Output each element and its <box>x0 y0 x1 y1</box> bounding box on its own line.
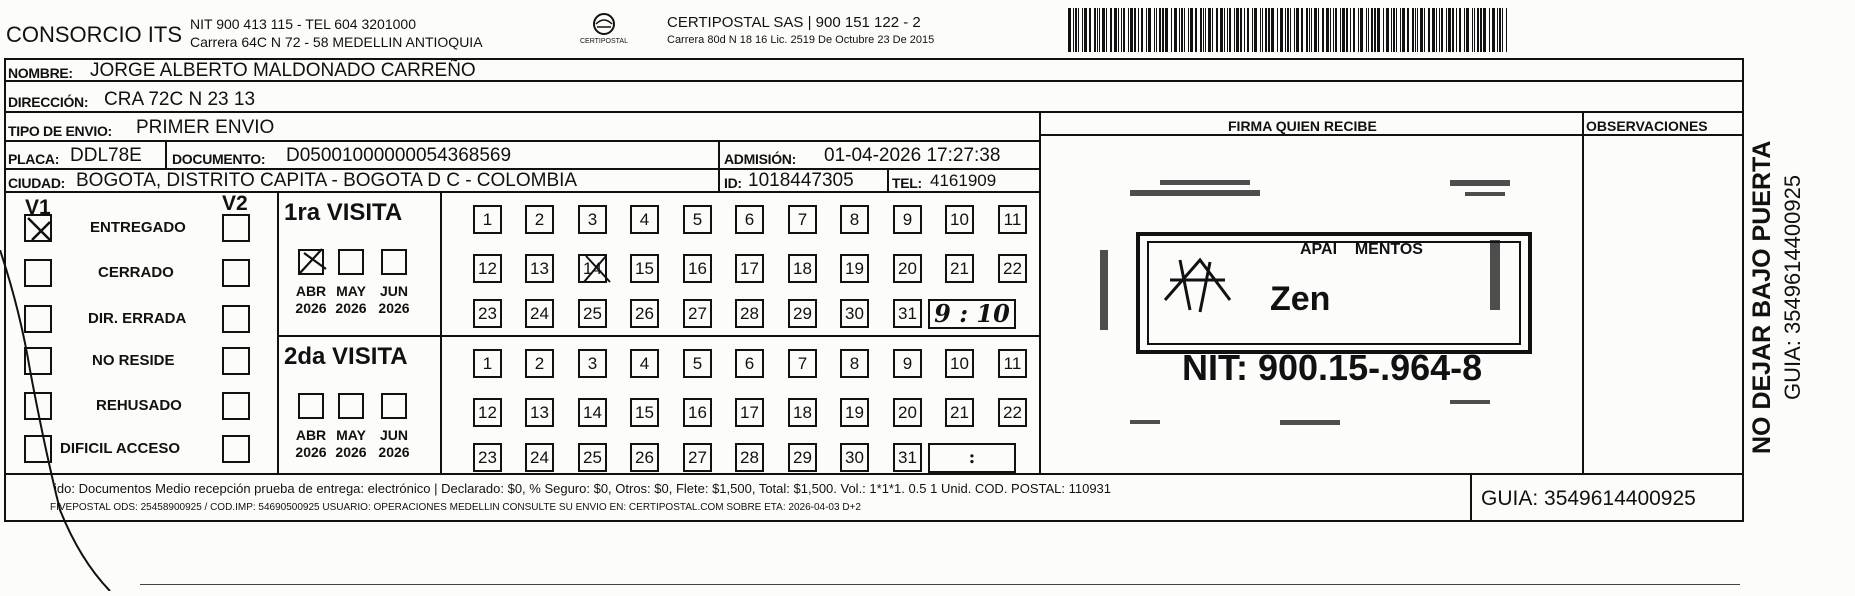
day-box[interactable]: 5 <box>683 205 712 234</box>
barcode-bar <box>1326 8 1329 52</box>
id-label: ID: <box>724 175 742 191</box>
barcode-bar <box>1502 8 1503 52</box>
v2-checkbox[interactable] <box>222 392 250 420</box>
day-box[interactable]: 27 <box>683 443 712 472</box>
barcode-bar <box>1205 8 1206 52</box>
month-label: MAY 2026 <box>335 427 367 460</box>
barcode-bar <box>1262 8 1263 52</box>
v2-checkbox[interactable] <box>222 347 250 375</box>
barcode-bar <box>1212 8 1213 52</box>
barcode-bar <box>1097 8 1098 52</box>
time-box[interactable] <box>928 443 1016 473</box>
barcode-bar <box>1195 8 1197 52</box>
barcode-bar <box>1216 8 1218 52</box>
ciudad-value: BOGOTA, DISTRITO CAPITA - BOGOTA D C - COLOMBIA <box>76 170 578 191</box>
day-box[interactable]: 16 <box>683 254 712 283</box>
day-box[interactable]: 24 <box>525 443 554 472</box>
barcode-bar <box>1285 8 1286 52</box>
barcode-bar <box>1165 8 1168 52</box>
barcode-bar <box>1110 8 1112 52</box>
barcode-bar <box>1234 8 1235 52</box>
barcode-bar <box>1371 8 1373 52</box>
barcode-bar <box>1417 8 1418 52</box>
direccion-value: CRA 72C N 23 13 <box>104 89 256 110</box>
placa-label: PLACA: <box>8 151 60 167</box>
barcode-bar <box>1330 8 1331 52</box>
barcode-bar <box>1499 8 1501 52</box>
day-box[interactable]: 29 <box>788 299 817 328</box>
barcode-bar <box>1123 8 1125 52</box>
barcode-bar <box>1099 8 1100 52</box>
barcode-bar <box>1287 8 1289 52</box>
barcode-bar <box>1252 8 1253 52</box>
month-checkbox[interactable] <box>381 249 407 275</box>
tel-label: TEL: <box>892 175 922 191</box>
day-box[interactable]: 15 <box>630 254 659 283</box>
barcode-bar <box>1318 8 1319 52</box>
v2-checkbox[interactable] <box>222 305 250 333</box>
barcode-bar <box>1162 8 1164 52</box>
barcode-bar <box>1296 8 1299 52</box>
day-box[interactable]: 15 <box>630 398 659 427</box>
day-box[interactable]: 19 <box>840 254 869 283</box>
day-box[interactable]: 3 <box>578 205 607 234</box>
month-checkbox[interactable] <box>298 249 324 275</box>
barcode-bar <box>1240 8 1242 52</box>
barcode-bar <box>1220 8 1223 52</box>
day-box[interactable]: 26 <box>630 443 659 472</box>
barcode-bar <box>1393 8 1395 52</box>
barcode-bar <box>1483 8 1486 52</box>
observaciones-column-header: OBSERVACIONES <box>1586 118 1708 134</box>
barcode-bar <box>1446 8 1447 52</box>
barcode-bar <box>1358 8 1359 52</box>
day-box[interactable]: 17 <box>735 398 764 427</box>
day-box[interactable]: 22 <box>998 398 1027 427</box>
barcode-bar <box>1224 8 1225 52</box>
barcode-bar <box>1130 8 1133 52</box>
v2-checkbox[interactable] <box>222 435 250 463</box>
footer-guia: GUIA: 3549614400925 <box>1481 487 1696 510</box>
barcode-bar <box>1190 8 1193 52</box>
day-box[interactable]: 26 <box>630 299 659 328</box>
day-box[interactable]: 9 <box>893 205 922 234</box>
barcode-bar <box>1360 8 1363 52</box>
barcode <box>1068 8 1508 52</box>
day-box[interactable]: 3 <box>578 349 607 378</box>
visit-title: 1ra VISITA <box>284 199 403 226</box>
day-box[interactable]: 23 <box>473 443 502 472</box>
day-box[interactable]: 27 <box>683 299 712 328</box>
tipo-envio-value: PRIMER ENVIO <box>136 117 275 138</box>
barcode-bar <box>1179 8 1180 52</box>
barcode-bar <box>1146 8 1147 52</box>
barcode-bar <box>1436 8 1437 52</box>
barcode-bar <box>1506 8 1507 52</box>
day-box[interactable]: 31 <box>893 443 922 472</box>
v2-checkbox[interactable] <box>222 214 250 242</box>
barcode-bar <box>1247 8 1249 52</box>
v1-label: V1 <box>25 196 51 219</box>
barcode-bar <box>1181 8 1183 52</box>
barcode-bar <box>1208 8 1211 52</box>
month-checkbox[interactable] <box>381 393 407 419</box>
firma-column-header: FIRMA QUIEN RECIBE <box>1228 118 1377 134</box>
barcode-bar <box>1268 8 1270 52</box>
barcode-bar <box>1439 8 1440 52</box>
logo-text: CERTIPOSTAL <box>580 38 628 45</box>
barcode-bar <box>1138 8 1139 52</box>
barcode-bar <box>1350 8 1351 52</box>
barcode-bar <box>1244 8 1245 52</box>
barcode-bar <box>1353 8 1355 52</box>
day-box[interactable]: 13 <box>525 254 554 283</box>
visit-title: 2da VISITA <box>284 343 408 370</box>
day-box[interactable]: 28 <box>735 299 764 328</box>
barcode-bar <box>1174 8 1177 52</box>
barcode-bar <box>1472 8 1473 52</box>
documento-value: D05001000000054368569 <box>286 145 512 166</box>
barcode-bar <box>1402 8 1405 52</box>
barcode-bar <box>1301 8 1303 52</box>
barcode-bar <box>1154 8 1155 52</box>
signature-stamp <box>1070 150 1580 460</box>
ciudad-label: CIUDAD: <box>8 175 66 191</box>
month-checkbox[interactable] <box>338 393 364 419</box>
carrier-name: CERTIPOSTAL SAS | 900 151 122 - 2 <box>667 14 921 31</box>
barcode-bar <box>1254 8 1257 52</box>
day-box[interactable]: 30 <box>840 443 869 472</box>
barcode-bar <box>1227 8 1228 52</box>
day-box[interactable]: 9 <box>893 349 922 378</box>
barcode-bar <box>1073 8 1074 52</box>
day-box[interactable]: 4 <box>630 349 659 378</box>
barcode-bar <box>1466 8 1469 52</box>
barcode-bar <box>1335 8 1337 52</box>
barcode-bar <box>1141 8 1143 52</box>
barcode-bar <box>1464 8 1465 52</box>
barcode-bar <box>1346 8 1348 52</box>
day-box[interactable]: 25 <box>578 299 607 328</box>
barcode-bar <box>1366 8 1367 52</box>
barcode-bar <box>1415 8 1416 52</box>
barcode-bar <box>1102 8 1105 52</box>
month-label: MAY 2026 <box>335 283 367 316</box>
status-label: REHUSADO <box>96 397 182 414</box>
company-address: Carrera 64C N 72 - 58 MEDELLIN ANTIOQUIA <box>190 34 483 50</box>
barcode-bar <box>1118 8 1119 52</box>
day-box[interactable]: 10 <box>945 205 974 234</box>
barcode-bar <box>1106 8 1107 52</box>
barcode-bar <box>1134 8 1136 52</box>
side-guia: GUIA: 3549614400925 <box>1780 174 1805 400</box>
day-box[interactable]: 25 <box>578 443 607 472</box>
barcode-bar <box>1424 8 1425 52</box>
day-box[interactable]: 19 <box>840 398 869 427</box>
barcode-bar <box>1156 8 1157 52</box>
barcode-bar <box>1374 8 1376 52</box>
barcode-bar <box>1294 8 1295 52</box>
footer-line-1: ido: Documentos Medio recepción prueba de entrega: electrónico | Declarado: $0, % Seguro: $0, Otros: $0, Flete: $1,500, Total: $1,500. Vol.: 1*1*1. 0.5 1 Unid. COD. POSTAL: 110931 <box>54 481 1112 496</box>
barcode-bar <box>1311 8 1312 52</box>
barcode-bar <box>1386 8 1389 52</box>
day-box[interactable]: 24 <box>525 299 554 328</box>
barcode-bar <box>1383 8 1384 52</box>
stamp-nit-text: NIT: 900.15-.964-8 <box>1182 347 1483 388</box>
day-box[interactable]: 10 <box>945 349 974 378</box>
barcode-bar <box>1377 8 1380 52</box>
day-box[interactable]: 5 <box>683 349 712 378</box>
day-box[interactable]: 6 <box>735 205 764 234</box>
barcode-bar <box>1089 8 1091 52</box>
barcode-bar <box>1441 8 1443 52</box>
scan-tear-line <box>0 250 140 591</box>
day-box[interactable]: 17 <box>735 254 764 283</box>
time-value: 9 : 10 <box>934 299 1010 328</box>
barcode-bar <box>1492 8 1495 52</box>
barcode-bar <box>1314 8 1317 52</box>
status-label: DIR. ERRADA <box>88 310 187 327</box>
barcode-bar <box>1277 8 1278 52</box>
barcode-bar <box>1236 8 1239 52</box>
barcode-bar <box>1428 8 1430 52</box>
barcode-bar <box>1407 8 1409 52</box>
day-box[interactable]: 11 <box>998 349 1027 378</box>
barcode-bar <box>1271 8 1274 52</box>
day-box[interactable]: 29 <box>788 443 817 472</box>
barcode-bar <box>1448 8 1451 52</box>
month-checkbox[interactable] <box>338 249 364 275</box>
time-value: : <box>968 447 976 468</box>
day-box[interactable]: 21 <box>945 398 974 427</box>
barcode-bar <box>1497 8 1498 52</box>
day-box[interactable]: 18 <box>788 254 817 283</box>
barcode-bar <box>1340 8 1341 52</box>
month-label: ABR 2026 <box>295 283 327 316</box>
day-box[interactable]: 8 <box>840 205 869 234</box>
barcode-bar <box>1203 8 1204 52</box>
day-box[interactable]: 11 <box>998 205 1027 234</box>
day-box[interactable]: 28 <box>735 443 764 472</box>
day-box[interactable]: 1 <box>473 205 502 234</box>
barcode-bar <box>1148 8 1151 52</box>
barcode-bar <box>1333 8 1334 52</box>
barcode-bar <box>1309 8 1310 52</box>
placa-value: DDL78E <box>70 145 142 166</box>
day-box[interactable]: 8 <box>840 349 869 378</box>
barcode-bar <box>1480 8 1482 52</box>
barcode-bar <box>1280 8 1283 52</box>
day-box[interactable]: 18 <box>788 398 817 427</box>
day-box[interactable]: 22 <box>998 254 1027 283</box>
status-label: ENTREGADO <box>90 219 186 236</box>
barcode-bar <box>1412 8 1414 52</box>
month-label: JUN 2026 <box>378 283 410 316</box>
barcode-bar <box>1078 8 1079 52</box>
id-value: 1018447305 <box>748 170 854 191</box>
barcode-bar <box>1171 8 1172 52</box>
day-box[interactable]: 4 <box>630 205 659 234</box>
status-label: NO RESIDE <box>92 352 175 369</box>
barcode-bar <box>1459 8 1461 52</box>
nombre-value: JORGE ALBERTO MALDONADO CARREÑO <box>90 60 476 81</box>
nombre-label: NOMBRE: <box>8 65 73 81</box>
month-label: ABR 2026 <box>295 427 327 460</box>
barcode-bar <box>1114 8 1117 52</box>
stamp-mid-text: Zen <box>1270 280 1331 318</box>
barcode-bar <box>1260 8 1261 52</box>
day-box[interactable]: 20 <box>893 398 922 427</box>
barcode-bar <box>1188 8 1189 52</box>
barcode-bar <box>1094 8 1096 52</box>
footer-line-2: FIVEPOSTAL ODS: 25458900925 / COD.IMP: 54690500925 USUARIO: OPERACIONES MEDELLIN CONSULTE SU ENVIO EN: CERTIPOSTAL.COM SOBRE ETA: 2026-04-03 D+2 <box>50 502 861 513</box>
day-box[interactable]: 23 <box>473 299 502 328</box>
day-box[interactable]: 31 <box>893 299 922 328</box>
stamp-top-text: APAI MENTOS <box>1300 241 1423 258</box>
direccion-label: DIRECCIÓN: <box>8 94 89 110</box>
barcode-bar <box>1084 8 1087 52</box>
carrier-license: Carrera 80d N 18 16 Lic. 2519 De Octubre 23 De 2015 <box>667 34 935 46</box>
barcode-bar <box>1391 8 1392 52</box>
day-box[interactable]: 7 <box>788 349 817 378</box>
admision-label: ADMISIÓN: <box>724 151 796 167</box>
tipo-envio-label: TIPO DE ENVIO: <box>8 123 112 139</box>
barcode-bar <box>1290 8 1291 52</box>
barcode-bar <box>1396 8 1397 52</box>
barcode-bar <box>1368 8 1369 52</box>
barcode-bar <box>1477 8 1479 52</box>
company-nit: NIT 900 413 115 - TEL 604 3201000 <box>190 16 416 32</box>
time-box[interactable] <box>928 299 1016 329</box>
barcode-bar <box>1184 8 1185 52</box>
day-box[interactable]: 21 <box>945 254 974 283</box>
barcode-bar <box>1452 8 1454 52</box>
barcode-bar <box>1075 8 1077 52</box>
company-name: CONSORCIO ITS <box>6 22 183 47</box>
barcode-bar <box>1432 8 1435 52</box>
barcode-bar <box>1342 8 1345 52</box>
month-checkbox[interactable] <box>298 393 324 419</box>
v1-checkbox[interactable] <box>24 214 52 242</box>
day-box[interactable]: 14 <box>578 398 607 427</box>
status-label: DIFICIL ACCESO <box>60 440 181 457</box>
admision-value: 01-04-2026 17:27:38 <box>824 145 1001 166</box>
day-box[interactable]: 30 <box>840 299 869 328</box>
barcode-bar <box>1121 8 1122 52</box>
barcode-bar <box>1082 8 1083 52</box>
barcode-bar <box>1229 8 1231 52</box>
barcode-bar <box>1200 8 1202 52</box>
day-box[interactable]: 12 <box>473 398 502 427</box>
day-box[interactable]: 16 <box>683 398 712 427</box>
barcode-bar <box>1489 8 1490 52</box>
day-box[interactable]: 14 <box>578 254 607 283</box>
day-box[interactable]: 6 <box>735 349 764 378</box>
barcode-bar <box>1306 8 1308 52</box>
barcode-bar <box>1128 8 1129 52</box>
documento-label: DOCUMENTO: <box>172 151 266 167</box>
barcode-bar <box>1474 8 1475 52</box>
barcode-bar <box>1322 8 1324 52</box>
day-box[interactable]: 20 <box>893 254 922 283</box>
day-box[interactable]: 12 <box>473 254 502 283</box>
month-label: JUN 2026 <box>378 427 410 460</box>
side-warning: NO DEJAR BAJO PUERTA <box>1748 140 1776 454</box>
barcode-bar <box>1068 8 1071 52</box>
barcode-bar <box>1159 8 1161 52</box>
day-box[interactable]: 1 <box>473 349 502 378</box>
day-box[interactable]: 2 <box>525 349 554 378</box>
status-label: CERRADO <box>98 264 174 281</box>
barcode-bar <box>1456 8 1457 52</box>
day-box[interactable]: 7 <box>788 205 817 234</box>
day-box[interactable]: 2 <box>525 205 554 234</box>
day-box[interactable]: 13 <box>525 398 554 427</box>
barcode-bar <box>1265 8 1267 52</box>
v2-label: V2 <box>222 192 248 215</box>
tel-value: 4161909 <box>930 171 997 190</box>
barcode-bar <box>1400 8 1401 52</box>
v2-checkbox[interactable] <box>222 259 250 287</box>
barcode-bar <box>1420 8 1423 52</box>
bottom-rule <box>140 584 1740 585</box>
certipostal-logo <box>574 12 634 48</box>
